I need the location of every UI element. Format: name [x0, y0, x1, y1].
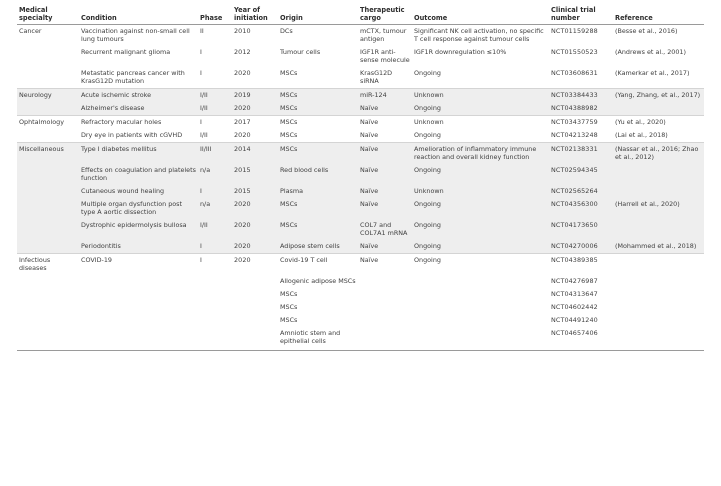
cell-specialty: Neurology — [17, 89, 79, 103]
table-row — [17, 288, 704, 301]
cell-year: 2015 — [232, 164, 278, 185]
cell-reference — [613, 314, 704, 327]
cell-trial-number: NCT02594345 — [549, 164, 613, 185]
cell-trial-number: NCT04388982 — [549, 102, 613, 116]
cell-specialty — [17, 198, 79, 219]
cell-condition: Acute ischemic stroke — [79, 89, 198, 103]
header-outcome: Outcome — [412, 6, 549, 25]
cell-phase: II/III — [198, 143, 232, 165]
clinical-trials-table — [17, 6, 704, 348]
cell-cargo: Naïve — [358, 143, 412, 165]
cell-year: 2010 — [234, 27, 251, 35]
cell-origin: MSCs — [278, 89, 358, 103]
cell-outcome: Ongoing — [412, 102, 549, 116]
cell-phase: I — [198, 240, 232, 254]
cell-outcome: Unknown — [412, 89, 549, 103]
cell-trial-number: NCT01550523 — [551, 48, 598, 56]
table-row — [17, 116, 704, 130]
cell-origin: Allogenic adipose MSCs — [280, 277, 356, 285]
table-row — [17, 25, 704, 47]
cell-specialty — [17, 164, 79, 185]
cell-origin: DCs — [280, 27, 293, 35]
cell-trial-number: NCT04657406 — [551, 329, 598, 337]
cell-cargo: IGF1R anti-sense molecule — [360, 48, 410, 64]
cell-origin: MSCs — [278, 116, 358, 130]
table-row — [17, 102, 704, 116]
cell-condition: Recurrent malignant glioma — [81, 48, 171, 56]
cell-outcome: Unknown — [412, 116, 549, 130]
cell-outcome: Ongoing — [412, 198, 549, 219]
cell-specialty — [17, 102, 79, 116]
cell-year: 2020 — [234, 131, 251, 139]
cell-specialty — [17, 327, 79, 348]
table-row — [17, 254, 704, 276]
cell-reference — [613, 327, 704, 348]
cell-trial-number: NCT04602442 — [551, 303, 598, 311]
cell-year — [232, 301, 278, 314]
cell-reference — [613, 301, 704, 314]
cell-condition: Cutaneous wound healing — [79, 185, 198, 198]
cell-reference — [613, 275, 704, 288]
table-row — [17, 314, 704, 327]
cell-origin: MSCs — [280, 69, 298, 77]
table-row — [17, 275, 704, 288]
group-neurology — [17, 89, 704, 116]
table-row — [17, 129, 704, 143]
group-infectious-diseases — [17, 254, 704, 349]
cell-reference — [613, 164, 704, 185]
cell-reference: (Lai et al., 2018) — [615, 131, 668, 139]
cell-phase — [198, 288, 232, 301]
cell-phase — [198, 327, 232, 348]
cell-outcome — [412, 288, 549, 301]
cell-outcome: Significant NK cell activation, no specific T cell response against tumour cells — [414, 27, 544, 43]
cell-phase — [198, 314, 232, 327]
cell-trial-number: NCT04213248 — [551, 131, 598, 139]
cell-reference — [613, 288, 704, 301]
cell-specialty — [17, 219, 79, 240]
cell-reference: (Harrell et al., 2020) — [613, 198, 704, 219]
cell-trial-number: NCT03608631 — [551, 69, 598, 77]
cell-reference: (Yang, Zhang, et al., 2017) — [613, 89, 704, 103]
cell-reference: (Yu et al., 2020) — [613, 116, 704, 130]
header-phase: Phase — [198, 6, 232, 25]
cell-condition: Refractory macular holes — [79, 116, 198, 130]
cell-trial-number: NCT04356300 — [549, 198, 613, 219]
cell-specialty — [17, 301, 79, 314]
cell-outcome: Amelioration of inflammatory immune reaction and overall kidney function — [412, 143, 549, 165]
cell-year — [232, 288, 278, 301]
cell-trial-number: NCT04173650 — [549, 219, 613, 240]
cell-phase: n/a — [198, 198, 232, 219]
cell-specialty — [17, 240, 79, 254]
table-row — [17, 240, 704, 254]
header-cargo: Therapeutic cargo — [358, 6, 412, 25]
cell-cargo — [358, 301, 412, 314]
cell-phase: II — [200, 27, 204, 35]
cell-condition: Metastatic pancreas cancer with KrasG12D mutation — [81, 69, 185, 85]
cell-phase: I/II — [200, 131, 208, 139]
cell-outcome: Ongoing — [412, 240, 549, 254]
cell-year: 2012 — [234, 48, 251, 56]
cell-year: 2017 — [232, 116, 278, 130]
cell-year: 2020 — [232, 102, 278, 116]
cell-trial-number: NCT03437759 — [549, 116, 613, 130]
cell-phase: I/II — [198, 89, 232, 103]
cell-specialty — [17, 185, 79, 198]
cell-trial-number: NCT04313647 — [551, 290, 598, 298]
cell-specialty: Miscellaneous — [17, 143, 79, 165]
cell-year — [232, 327, 278, 348]
cell-phase — [198, 301, 232, 314]
cell-cargo: KrasG12D siRNA — [360, 69, 393, 85]
cell-condition — [79, 275, 198, 288]
cell-trial-number: NCT01159288 — [551, 27, 598, 35]
table-row — [17, 327, 704, 348]
cell-phase: I — [200, 48, 202, 56]
cell-trial-number: NCT04491240 — [551, 316, 598, 324]
cell-specialty — [17, 275, 79, 288]
header-row — [17, 6, 704, 25]
cell-condition — [79, 288, 198, 301]
cell-cargo: Naïve — [358, 254, 412, 276]
header-year: Year of initiation — [232, 6, 278, 25]
cell-year: 2020 — [232, 219, 278, 240]
cell-phase: I — [200, 69, 202, 77]
cell-origin: MSCs — [278, 198, 358, 219]
cell-cargo: miR-124 — [358, 89, 412, 103]
cell-reference — [613, 185, 704, 198]
cell-cargo — [358, 327, 412, 348]
cell-specialty: Ophtalmology — [17, 116, 79, 130]
cell-phase: I/II — [198, 219, 232, 240]
cell-trial-number: NCT04276987 — [551, 277, 598, 285]
table-row — [17, 67, 704, 89]
cell-specialty — [17, 67, 79, 89]
cell-phase: I — [198, 116, 232, 130]
group-cancer — [17, 25, 704, 89]
table-row — [17, 219, 704, 240]
cell-year: 2020 — [232, 254, 278, 276]
cell-year: 2014 — [232, 143, 278, 165]
cell-year: 2020 — [232, 240, 278, 254]
cell-reference: (Andrews et al., 2001) — [615, 48, 686, 56]
cell-origin: Plasma — [278, 185, 358, 198]
cell-origin: MSCs — [280, 131, 298, 139]
cell-reference: (Besse et al., 2016) — [615, 27, 678, 35]
cell-outcome: Ongoing — [414, 131, 441, 139]
cell-cargo: Naïve — [358, 164, 412, 185]
cell-outcome: Ongoing — [414, 69, 441, 77]
cell-condition — [79, 327, 198, 348]
cell-reference — [613, 219, 704, 240]
cell-phase: I — [198, 254, 232, 276]
cell-phase: I — [198, 185, 232, 198]
cell-cargo — [358, 288, 412, 301]
table-row — [17, 301, 704, 314]
cell-outcome — [412, 275, 549, 288]
cell-reference — [613, 102, 704, 116]
cell-year: 2020 — [232, 198, 278, 219]
cell-specialty — [17, 129, 79, 143]
cell-trial-number: NCT02138331 — [549, 143, 613, 165]
cell-outcome: Ongoing — [412, 254, 549, 276]
cell-specialty — [17, 288, 79, 301]
header-trial-number: Clinical trial number — [549, 6, 613, 25]
cell-reference: (Nassar et al., 2016; Zhao et al., 2012) — [613, 143, 704, 165]
cell-origin: Red blood cells — [278, 164, 358, 185]
cell-origin: MSCs — [278, 143, 358, 165]
cell-cargo: Naïve — [360, 131, 379, 139]
group-miscellaneous — [17, 143, 704, 254]
cell-specialty — [17, 46, 79, 67]
cell-trial-number: NCT04270006 — [549, 240, 613, 254]
group-ophtalmology — [17, 116, 704, 143]
cell-specialty: Cancer — [19, 27, 42, 35]
header-condition: Condition — [79, 6, 198, 25]
cell-outcome — [412, 314, 549, 327]
cell-outcome: Unknown — [412, 185, 549, 198]
cell-year: 2019 — [232, 89, 278, 103]
table-row — [17, 143, 704, 165]
cell-reference: (Mohammed et al., 2018) — [613, 240, 704, 254]
cell-outcome: Ongoing — [412, 219, 549, 240]
cell-cargo — [358, 275, 412, 288]
cell-outcome: Ongoing — [412, 164, 549, 185]
table-row — [17, 164, 704, 185]
cell-trial-number: NCT03384433 — [549, 89, 613, 103]
cell-reference — [613, 254, 704, 276]
cell-condition: Multiple organ dysfunction post type A aortic dissection — [79, 198, 198, 219]
cell-year — [232, 275, 278, 288]
cell-condition: Type I diabetes mellitus — [79, 143, 198, 165]
table-bottom-rule — [17, 350, 704, 351]
cell-cargo: Naïve — [358, 198, 412, 219]
cell-cargo: Naïve — [358, 185, 412, 198]
cell-specialty: Infectious diseases — [17, 254, 79, 276]
cell-outcome — [412, 327, 549, 348]
cell-origin: Covid-19 T cell — [278, 254, 358, 276]
cell-origin: MSCs — [280, 303, 298, 311]
cell-cargo: mCTX, tumour antigen — [360, 27, 407, 43]
table-row — [17, 198, 704, 219]
cell-condition — [79, 314, 198, 327]
cell-phase: I/II — [198, 102, 232, 116]
cell-origin: MSCs — [278, 219, 358, 240]
cell-condition: Dry eye in patients with cGVHD — [81, 131, 183, 139]
cell-condition: Effects on coagulation and platelets function — [79, 164, 198, 185]
cell-trial-number: NCT04389385 — [549, 254, 613, 276]
table-row — [17, 46, 704, 67]
header-origin: Origin — [278, 6, 358, 25]
cell-origin: MSCs — [278, 102, 358, 116]
header-reference: Reference — [613, 6, 704, 25]
header-specialty: Medical specialty — [17, 6, 79, 25]
cell-condition: COVID-19 — [79, 254, 198, 276]
cell-origin: Amniotic stem and epithelial cells — [280, 329, 341, 345]
cell-cargo: COL7 and COL7A1 mRNA — [358, 219, 412, 240]
cell-cargo: Naïve — [358, 102, 412, 116]
cell-specialty — [17, 314, 79, 327]
cell-year: 2020 — [234, 69, 251, 77]
cell-condition: Dystrophic epidermolysis bullosa — [79, 219, 198, 240]
cell-condition: Vaccination against non-small cell lung tumours — [81, 27, 190, 43]
cell-year: 2015 — [232, 185, 278, 198]
cell-origin: Adipose stem cells — [278, 240, 358, 254]
cell-reference: (Kamerkar et al., 2017) — [615, 69, 690, 77]
cell-year — [232, 314, 278, 327]
cell-trial-number: NCT02565264 — [549, 185, 613, 198]
cell-origin: Tumour cells — [280, 48, 321, 56]
cell-condition: Alzheimer's disease — [79, 102, 198, 116]
cell-origin: MSCs — [280, 316, 298, 324]
cell-phase: n/a — [198, 164, 232, 185]
cell-condition: Periodontitis — [79, 240, 198, 254]
cell-outcome — [412, 301, 549, 314]
cell-cargo: Naïve — [358, 240, 412, 254]
cell-condition — [79, 301, 198, 314]
cell-phase — [198, 275, 232, 288]
cell-outcome: IGF1R downregulation ≤10% — [414, 48, 507, 56]
cell-origin: MSCs — [280, 290, 298, 298]
table-row — [17, 185, 704, 198]
cell-cargo: Naïve — [358, 116, 412, 130]
table-row — [17, 89, 704, 103]
cell-cargo — [358, 314, 412, 327]
